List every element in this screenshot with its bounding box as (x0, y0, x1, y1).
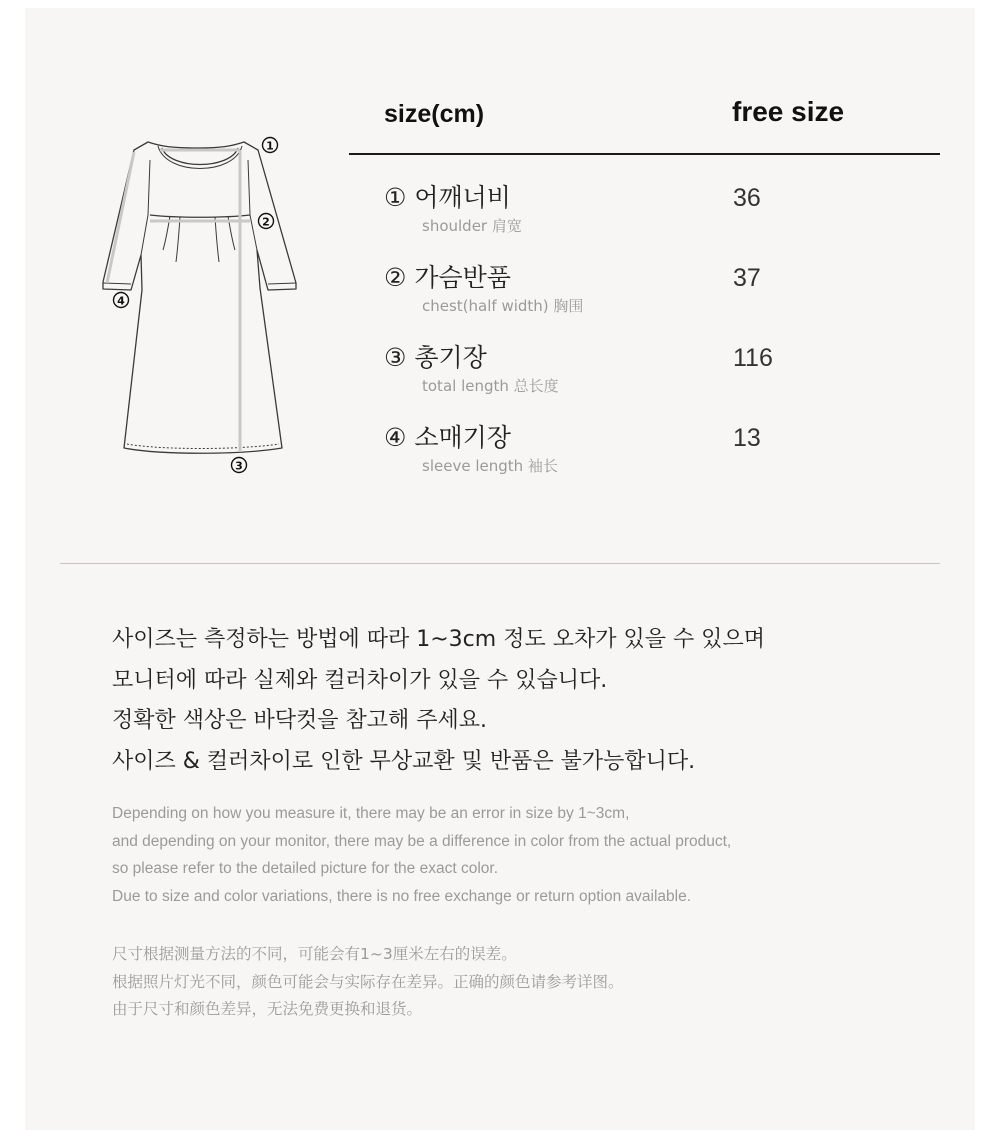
notice-line: so please refer to the detailed picture for the exact color. (112, 860, 499, 877)
shoulder-value: 36 (733, 184, 761, 212)
notice-line: Depending on how you measure it, there may be an error in size by 1~3cm, (112, 805, 630, 822)
measure-label-ko: ③ 총기장 (384, 343, 487, 372)
measure-label-en: total length 总长度 (422, 377, 559, 395)
notice-line: 사이즈 & 컬러차이로 인한 무상교환 및 반품은 불가능합니다. (112, 748, 696, 774)
size-row-sleeve (384, 423, 558, 476)
size-column-header: size(cm) (384, 100, 485, 128)
marker-4-label: 4 (117, 294, 125, 308)
size-row-chest (384, 263, 583, 316)
notice-line: 尺寸根据测量方法的不同，可能会有1~3厘米左右的误差。 (112, 945, 517, 963)
marker-2-icon (259, 214, 274, 229)
measure-label-en: chest(half width) 胸围 (422, 297, 584, 315)
measure-label-ko: ④ 소매기장 (384, 423, 511, 452)
notice-line: and depending on your monitor, there may be a difference in color from the actual product, (112, 832, 732, 850)
measure-label-en: shoulder 肩宽 (422, 217, 522, 235)
marker-3-label: 3 (235, 459, 243, 473)
marker-3-icon (232, 458, 247, 473)
size-row-total-length (384, 343, 559, 396)
marker-1-icon (263, 138, 278, 153)
table-header-divider (349, 153, 940, 155)
sleeve-value: 13 (733, 424, 761, 452)
notice-line: Due to size and color variations, there is no free exchange or return option available. (112, 887, 692, 905)
marker-2-label: 2 (262, 215, 270, 229)
measure-label-en: sleeve length 袖长 (422, 457, 558, 475)
measure-label-ko: ① 어깨너비 (384, 183, 511, 212)
marker-1-label: 1 (266, 139, 274, 153)
notice-line: 根据照片灯光不同，颜色可能会与实际存在差异。正确的颜色请参考详图。 (112, 972, 624, 991)
measure-label-ko: ② 가슴반품 (384, 263, 511, 292)
notice-line: 由于尺寸和颜色差异，无法免费更换和退货。 (112, 1000, 423, 1018)
dress-measurement-diagram (95, 128, 315, 488)
chest-value: 37 (733, 264, 761, 292)
notice-line: 정확한 색상은 바닥컷을 참고해 주세요. (112, 708, 487, 733)
marker-4-icon (114, 293, 129, 308)
notice-english (112, 800, 731, 910)
notice-line: 사이즈는 측정하는 방법에 따라 1~3cm 정도 오차가 있을 수 있으며 (112, 627, 765, 652)
notice-korean (112, 620, 765, 782)
section-divider (60, 563, 940, 564)
notice-chinese (112, 941, 624, 1024)
size-row-shoulder (384, 183, 522, 236)
free-size-column-header: free size (732, 96, 845, 127)
total-length-value: 116 (733, 344, 773, 372)
notice-line: 모니터에 따라 실제와 컬러차이가 있을 수 있습니다. (112, 667, 608, 693)
